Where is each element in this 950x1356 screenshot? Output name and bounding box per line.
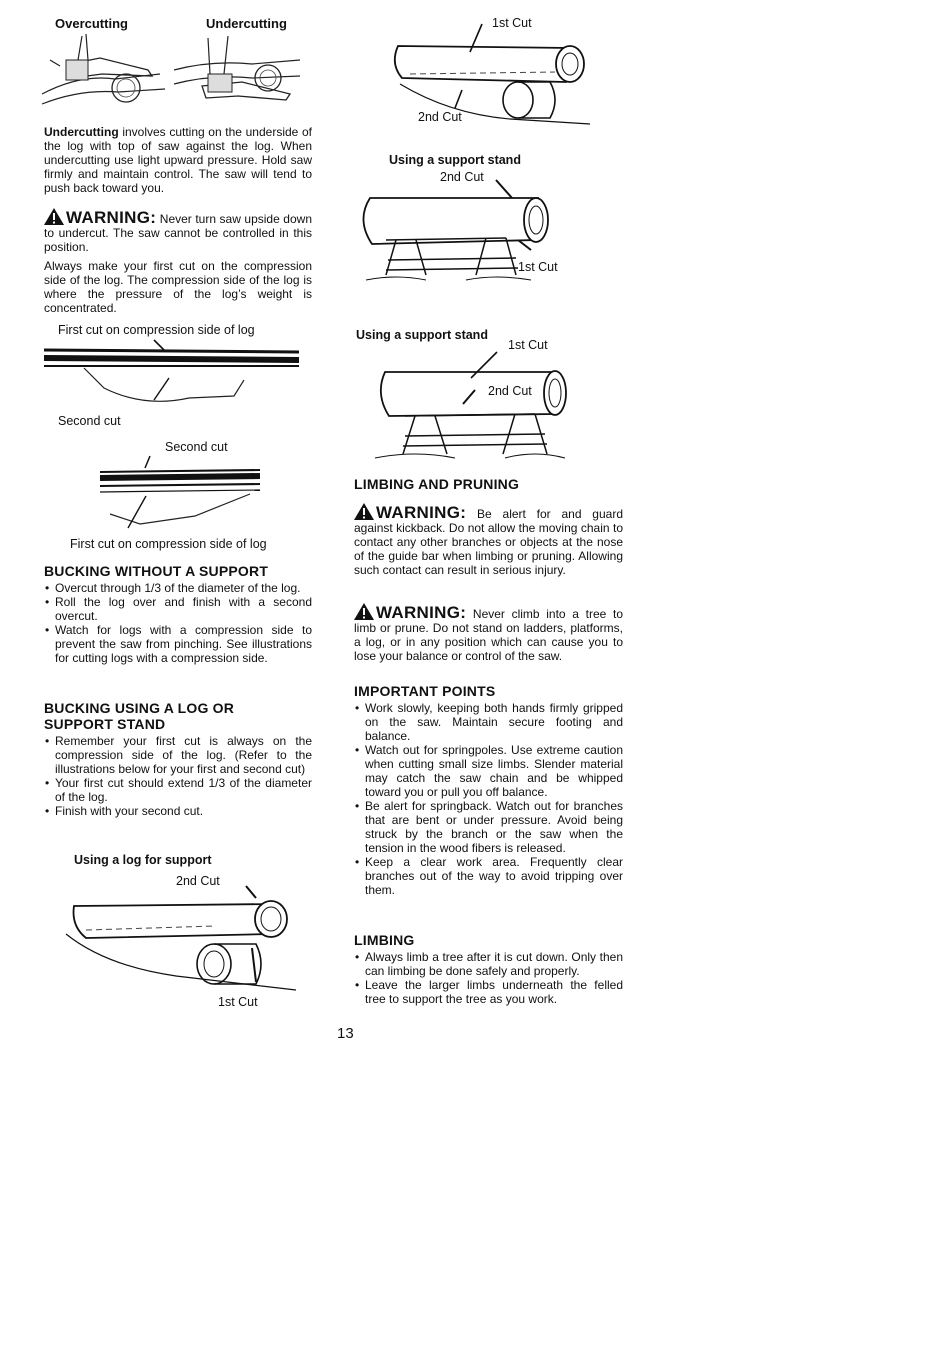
list-item: • Leave the larger limbs underneath the felled tree to support the tree as you work. xyxy=(354,978,623,1006)
bucking-without-support-section xyxy=(44,563,312,665)
support-stand-caption-2: Using a support stand xyxy=(356,328,488,342)
warning-title: WARNING: xyxy=(376,603,467,622)
list-item: • Watch for logs with a compression side to prevent the saw from pinching. See illustrations for cutting logs with a compression side. xyxy=(44,623,312,665)
warning-icon xyxy=(354,503,374,520)
warning-title: WARNING: xyxy=(66,208,157,227)
undercutting-illustration xyxy=(172,34,302,106)
log-support-first-cut: 1st Cut xyxy=(218,995,258,1009)
list-item: • Watch out for springpoles. Use extreme caution when cutting small size limbs. Slender material may catch the saw chain and be whipped toward you or pull you off balance. xyxy=(354,743,623,799)
overcutting-label: Overcutting xyxy=(55,16,128,31)
stand1-first-cut: 1st Cut xyxy=(518,260,558,274)
support-stand-illustration-1 xyxy=(356,180,556,290)
important-points-section xyxy=(354,683,623,897)
top-fig-first-cut: 1st Cut xyxy=(492,16,532,30)
warning-icon xyxy=(44,208,64,225)
undercutting-paragraph: Undercutting involves cutting on the underside of the log with top of saw against the log. When undercutting use light upward pressure. Hold saw firmly and maintain control. The saw will tend to push back toward you. xyxy=(44,125,312,195)
list-item: • Keep a clear work area. Frequently clear branches out of the way to avoid tripping over them. xyxy=(354,855,623,897)
first-cut-label-top: First cut on compression side of log xyxy=(58,323,255,337)
support-stand-caption-1: Using a support stand xyxy=(389,153,521,167)
stand2-first-cut: 1st Cut xyxy=(508,338,548,352)
undercutting-label: Undercutting xyxy=(206,16,287,31)
bucking-using-log-heading-line1: BUCKING USING A LOG OR xyxy=(44,700,235,716)
warning-kickback: WARNING: Be alert for and guard against kickback. Do not allow the moving chain to contact any other branches or objects at the nose of the guide bar when limbing or pruning. Allowing such contact can result in serious injury. xyxy=(354,503,623,577)
limbing-heading: LIMBING xyxy=(354,932,415,948)
bucking-using-log-heading-line2: SUPPORT STAND xyxy=(44,716,166,732)
stand2-second-cut: 2nd Cut xyxy=(488,384,532,398)
warning-title: WARNING: xyxy=(376,503,467,522)
list-item: • Finish with your second cut. xyxy=(44,804,312,818)
undercut-log-figure xyxy=(100,454,270,534)
stand1-second-cut: 2nd Cut xyxy=(440,170,484,184)
overcutting-illustration xyxy=(40,34,170,106)
top-fig-second-cut: 2nd Cut xyxy=(418,110,462,124)
list-item: • Work slowly, keeping both hands firmly gripped on the saw. Maintain secure footing and balance. xyxy=(354,701,623,743)
important-points-heading: IMPORTANT POINTS xyxy=(354,683,496,699)
bucking-using-log-section xyxy=(44,700,312,818)
warning-upside-down: WARNING: Never turn saw upside down to undercut. The saw cannot be controlled in this position. xyxy=(44,208,312,254)
second-cut-label-top: Second cut xyxy=(58,414,121,428)
list-item: • Overcut through 1/3 of the diameter of the log. xyxy=(44,581,312,595)
log-support-illustration xyxy=(66,886,306,996)
list-item: • Always limb a tree after it is cut down. Only then can limbing be done safely and properly. xyxy=(354,950,623,978)
warning-icon xyxy=(354,603,374,620)
log-on-log-illustration xyxy=(390,24,600,129)
overcut-log-figure xyxy=(44,338,304,413)
list-item: • Remember your first cut is always on the compression side of the log. (Refer to the illustrations below for your first and second cut) xyxy=(44,734,312,776)
support-stand-illustration-2 xyxy=(375,350,575,465)
bucking-without-support-heading: BUCKING WITHOUT A SUPPORT xyxy=(44,563,269,579)
compression-paragraph: Always make your first cut on the compression side of the log. The compression side of the log is where the pressure of the log’s weight is concentrated. xyxy=(44,259,312,315)
log-support-caption: Using a log for support xyxy=(74,853,212,867)
limbing-section xyxy=(354,932,623,1006)
first-cut-label-bottom: First cut on compression side of log xyxy=(70,537,267,551)
list-item: • Be alert for springback. Watch out for branches that are bent or under pressure. Avoid being struck by the branch or the saw when the tension in the wood fibers is released. xyxy=(354,799,623,855)
log-support-second-cut: 2nd Cut xyxy=(176,874,220,888)
list-item: • Your first cut should extend 1/3 of the diameter of the log. xyxy=(44,776,312,804)
limbing-pruning-heading: LIMBING AND PRUNING xyxy=(354,476,520,492)
second-cut-label-bottom: Second cut xyxy=(165,440,228,454)
list-item: • Roll the log over and finish with a second overcut. xyxy=(44,595,312,623)
warning-climb: WARNING: Never climb into a tree to limb or prune. Do not stand on ladders, platforms, a log, or in any position which can cause you to lose your balance or control of the saw. xyxy=(354,603,623,663)
page-number: 13 xyxy=(337,1025,354,1042)
